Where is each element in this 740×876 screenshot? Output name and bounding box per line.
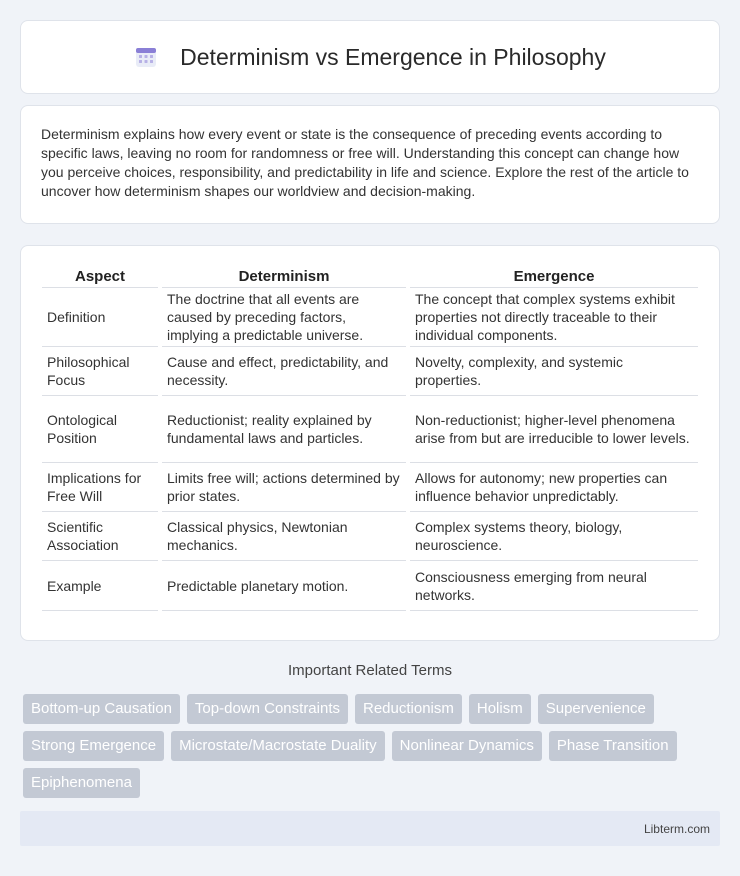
- aspect-cell: Definition: [42, 288, 158, 347]
- comparison-table-card: [20, 245, 720, 641]
- table-header-row: [42, 266, 698, 288]
- determinism-cell: The doctrine that all events are caused by preceding factors, implying a predictable universe.: [162, 288, 406, 347]
- related-term-tag[interactable]: Microstate/Macrostate Duality: [171, 731, 385, 761]
- related-terms-list: [23, 694, 723, 798]
- related-term-tag[interactable]: Bottom-up Causation: [23, 694, 180, 724]
- table-row: [42, 561, 698, 611]
- determinism-cell: Reductionist; reality explained by fundamental laws and particles.: [162, 396, 406, 463]
- table-row: [42, 288, 698, 347]
- aspect-cell: Example: [42, 561, 158, 611]
- related-term-tag[interactable]: Strong Emergence: [23, 731, 164, 761]
- emergence-cell: Consciousness emerging from neural networks.: [410, 561, 698, 611]
- determinism-cell: Limits free will; actions determined by prior states.: [162, 463, 406, 512]
- page-title: [134, 44, 606, 71]
- aspect-cell: Implications for Free Will: [42, 463, 158, 512]
- intro-text: Determinism explains how every event or state is the consequence of preceding events according to specific laws, leaving no room for randomness or free will. Understanding this concept can change how you perceive choices, responsibility, and predictability in life and science. Explore the rest of the article to uncover how determinism shapes our worldview and decision-making.: [41, 126, 689, 199]
- emergence-cell: Complex systems theory, biology, neuroscience.: [410, 512, 698, 561]
- comparison-table: [38, 266, 702, 611]
- related-term-tag[interactable]: Phase Transition: [549, 731, 677, 761]
- related-term-tag[interactable]: Epiphenomena: [23, 768, 140, 798]
- calendar-grid-icon: [134, 45, 158, 69]
- footer-site-link[interactable]: Libterm.com: [643, 821, 710, 836]
- table-row: [42, 347, 698, 396]
- related-term-tag[interactable]: Nonlinear Dynamics: [392, 731, 542, 761]
- related-term-tag[interactable]: Reductionism: [355, 694, 462, 724]
- emergence-cell: The concept that complex systems exhibit properties not directly traceable to their individual components.: [410, 288, 698, 347]
- title-card: [20, 20, 720, 94]
- page-title-text: Determinism vs Emergence in Philosophy: [180, 43, 606, 70]
- related-term-tag[interactable]: Top-down Constraints: [187, 694, 348, 724]
- determinism-cell: Predictable planetary motion.: [162, 561, 406, 611]
- aspect-cell: Ontological Position: [42, 396, 158, 463]
- header-determinism: Determinism: [162, 266, 406, 288]
- related-term-tag[interactable]: Supervenience: [538, 694, 654, 724]
- related-term-tag[interactable]: Holism: [469, 694, 531, 724]
- emergence-cell: Allows for autonomy; new properties can influence behavior unpredictably.: [410, 463, 698, 512]
- emergence-cell: Non-reductionist; higher-level phenomena arise from but are irreducible to lower levels.: [410, 396, 698, 463]
- aspect-cell: Scientific Association: [42, 512, 158, 561]
- emergence-cell: Novelty, complexity, and systemic properties.: [410, 347, 698, 396]
- table-row: [42, 396, 698, 463]
- header-aspect: Aspect: [42, 266, 158, 288]
- determinism-cell: Cause and effect, predictability, and necessity.: [162, 347, 406, 396]
- related-terms-title: Important Related Terms: [288, 662, 452, 679]
- aspect-cell: Philosophical Focus: [42, 347, 158, 396]
- header-emergence: Emergence: [410, 266, 698, 288]
- table-row: [42, 512, 698, 561]
- table-row: [42, 463, 698, 512]
- determinism-cell: Classical physics, Newtonian mechanics.: [162, 512, 406, 561]
- intro-card: [20, 105, 720, 224]
- footer: [20, 811, 720, 846]
